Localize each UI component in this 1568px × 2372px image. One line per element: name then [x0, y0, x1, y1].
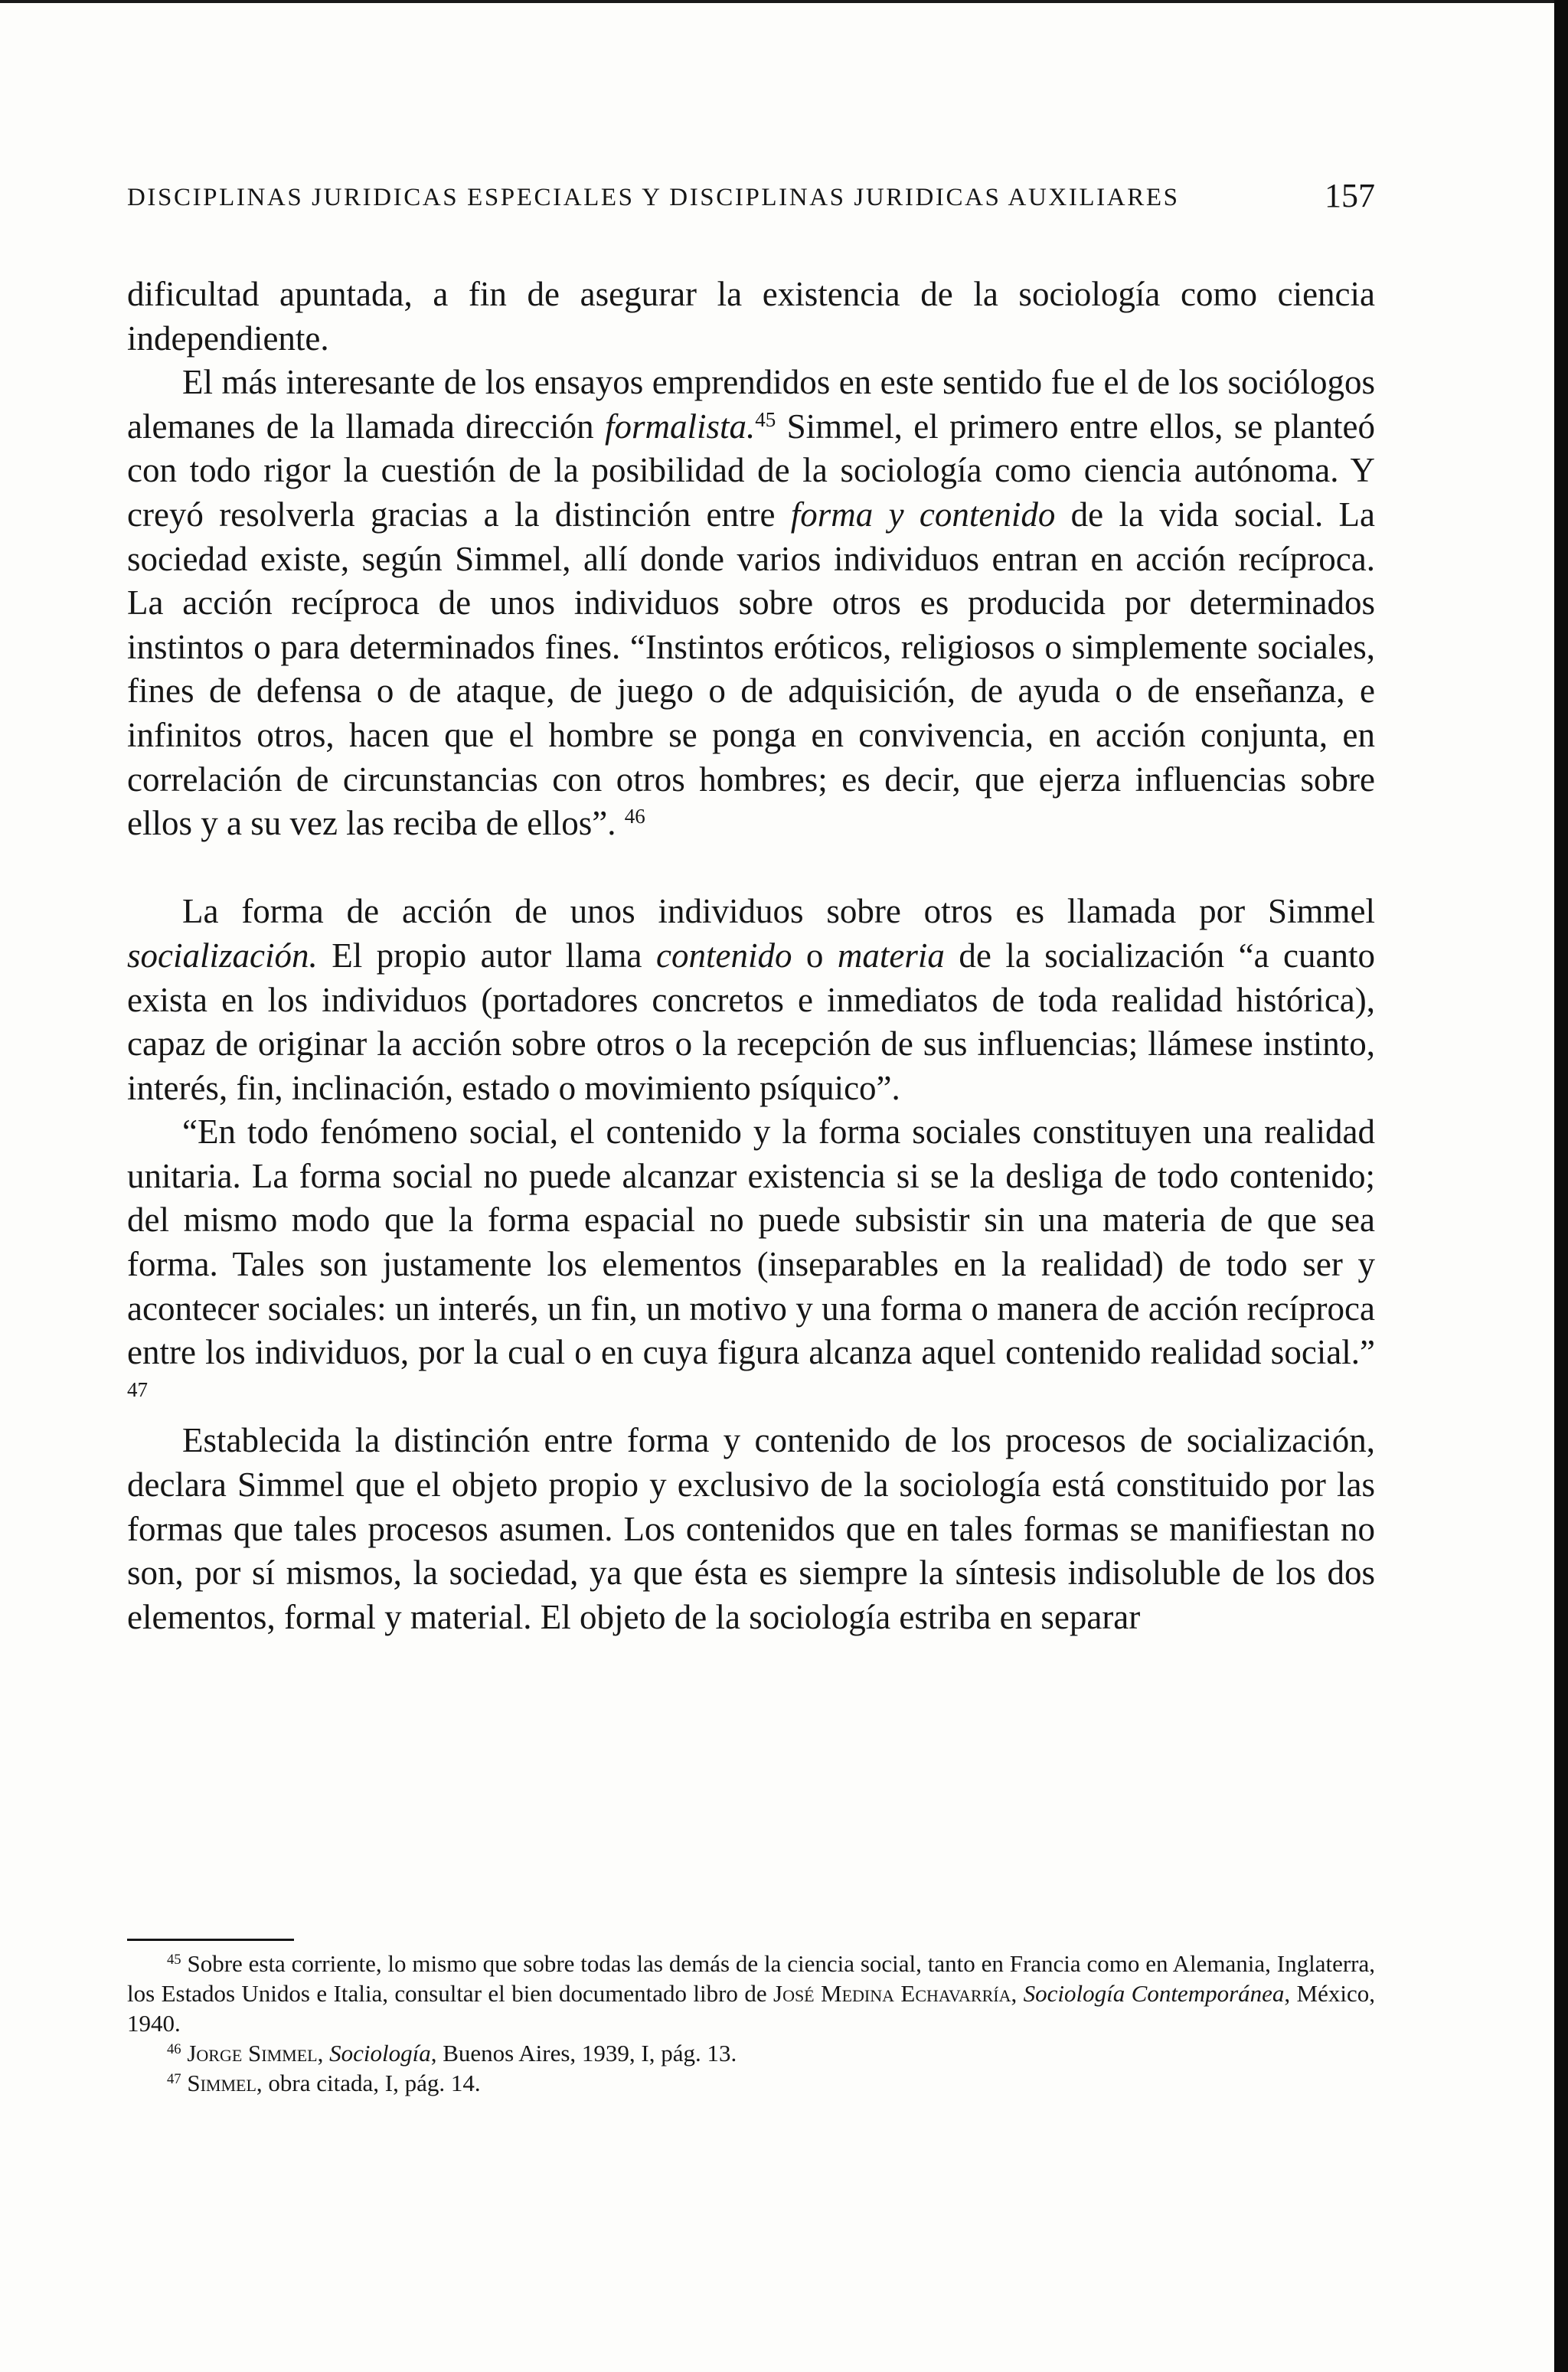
- footnote-45-author: José Medina Echavarría: [773, 1980, 1011, 2007]
- page-header: [127, 177, 1375, 227]
- footnote-46-number: 46: [167, 2040, 181, 2057]
- footnote-45-text-c: , México, 1940.: [127, 1980, 1376, 2037]
- footnote-45-text-b: ,: [1011, 1980, 1024, 2007]
- paragraph-3-text-a: La forma de acción de unos individuos sobre otros es llamada por Simmel: [182, 892, 1375, 931]
- paragraph-3-text-b: El propio autor llama: [317, 936, 656, 975]
- footnote-46-title: Sociología: [329, 2040, 431, 2067]
- footnote-45-text-a: Sobre esta corriente, lo mismo que sobre todas las demás de la ciencia social, tanto en Francia como en Alemania, Inglaterra, los Estados Unidos e Italia, consultar el bien documentado libro de: [127, 1950, 1375, 2007]
- paragraph-2-text-a: El más interesante de los ensayos emprendidos en este sentido fue el de los sociólogos alemanes de la llamada dirección: [127, 363, 1375, 446]
- footnotes: [127, 1939, 1375, 2098]
- paragraph-2-italic-formalista: formalista.: [604, 407, 756, 446]
- footnote-47: [127, 2068, 1375, 2098]
- page-number: 157: [1325, 177, 1375, 214]
- paragraph-3-text-c: o: [792, 936, 838, 975]
- footnote-46-text-c: , Buenos Aires, 1939, I, pág. 13.: [430, 2040, 737, 2067]
- paragraph-5: [127, 1419, 1375, 1639]
- scan-top-edge: [0, 0, 1568, 3]
- footnote-45: [127, 1949, 1375, 2038]
- paragraph-2: [127, 361, 1375, 846]
- paragraph-3-italic-contenido: contenido: [656, 936, 792, 975]
- paragraph-2-text-c: de la vida social. La sociedad existe, según Simmel, allí donde varios individuos entran en acción recíproca. La acción recíproca de unos individuos sobre otros es producida por determinados instintos o para determinados fines. “Instintos eróticos, religiosos o simplemente sociales, fines de defensa o de ataque, de juego o de adquisición, de ayuda o de enseñanza, e infinitos otros, hacen que el hombre se ponga en convivencia, en acción conjunta, en correlación de circunstancias con otros hombres; es decir, que ejerza influencias sobre ellos y a su vez las reciba de ellos”.: [127, 495, 1375, 843]
- footnote-47-number: 47: [167, 2070, 181, 2087]
- paragraph-5-text: Establecida la distinción entre forma y contenido de los procesos de socialización, declara Simmel que el objeto propio y exclusivo de la sociología está constituido por las formas que tales procesos asumen. Los contenidos que en tales formas se manifiestan no son, por sí mismos, la sociedad, ya que ésta es siempre la síntesis indisoluble de los dos elementos, formal y material. El objeto de la sociología estriba en separar: [127, 1421, 1375, 1636]
- paragraph-1: [127, 273, 1375, 361]
- footnote-ref-45: 45: [755, 407, 776, 431]
- paragraph-3-italic-socializacion: socialización.: [127, 936, 318, 975]
- footnote-47-author: Simmel: [181, 2070, 256, 2096]
- paragraph-2-text-b: Simmel, el primero entre ellos, se planteó con todo rigor la cuestión de la posibilidad de la sociología como ciencia autónoma. Y creyó resolverla gracias a la distinción entre: [127, 407, 1375, 534]
- footnote-46-text-b: ,: [317, 2040, 330, 2067]
- footnote-45-title: Sociología Contemporánea: [1023, 1980, 1285, 2007]
- scan-right-edge: [1554, 0, 1568, 2372]
- paragraph-gap: [127, 846, 1375, 890]
- paragraph-4: [127, 1110, 1375, 1419]
- body-text: [127, 273, 1375, 1639]
- paragraph-2-italic-forma-contenido: forma y contenido: [790, 495, 1056, 534]
- paragraph-1-text: dificultad apuntada, a fin de asegurar la existencia de la sociología como ciencia independiente.: [127, 275, 1375, 358]
- paragraph-3-italic-materia: materia: [837, 936, 945, 975]
- paragraph-3-text-d: de la socialización “a cuanto exista en los individuos (portadores concretos e inmediatos de toda realidad histórica), capaz de originar la acción sobre otros o la recepción de sus influencias; llámese instinto, interés, fin, inclinación, estado o movimiento psíquico”.: [127, 936, 1376, 1107]
- footnote-45-number: 45: [167, 1951, 181, 1968]
- paragraph-3: [127, 890, 1375, 1110]
- footnote-46: [127, 2038, 1375, 2068]
- footnote-ref-46: 46: [624, 805, 645, 828]
- running-head: DISCIPLINAS JURIDICAS ESPECIALES Y DISCIPLINAS JURIDICAS AUXILIARES: [127, 184, 1180, 211]
- footnote-47-text-b: , obra citada, I, pág. 14.: [256, 2070, 481, 2096]
- footnote-ref-47: 47: [127, 1378, 148, 1401]
- footnote-rule: [127, 1939, 294, 1941]
- footnote-46-author: Jorge Simmel: [181, 2040, 318, 2067]
- paragraph-4-text: “En todo fenómeno social, el contenido y la forma sociales constituyen una realidad unitaria. La forma social no puede alcanzar existencia si se la desliga de todo contenido; del mismo modo que la forma espacial no puede subsistir sin una materia de que sea forma. Tales son justamente los elementos (inseparables en la realidad) de todo ser y acontecer sociales: un interés, un fin, un motivo y una forma o manera de acción recíproca entre los individuos, por la cual o en cuya figura alcanza aquel contenido realidad social.”: [127, 1112, 1375, 1372]
